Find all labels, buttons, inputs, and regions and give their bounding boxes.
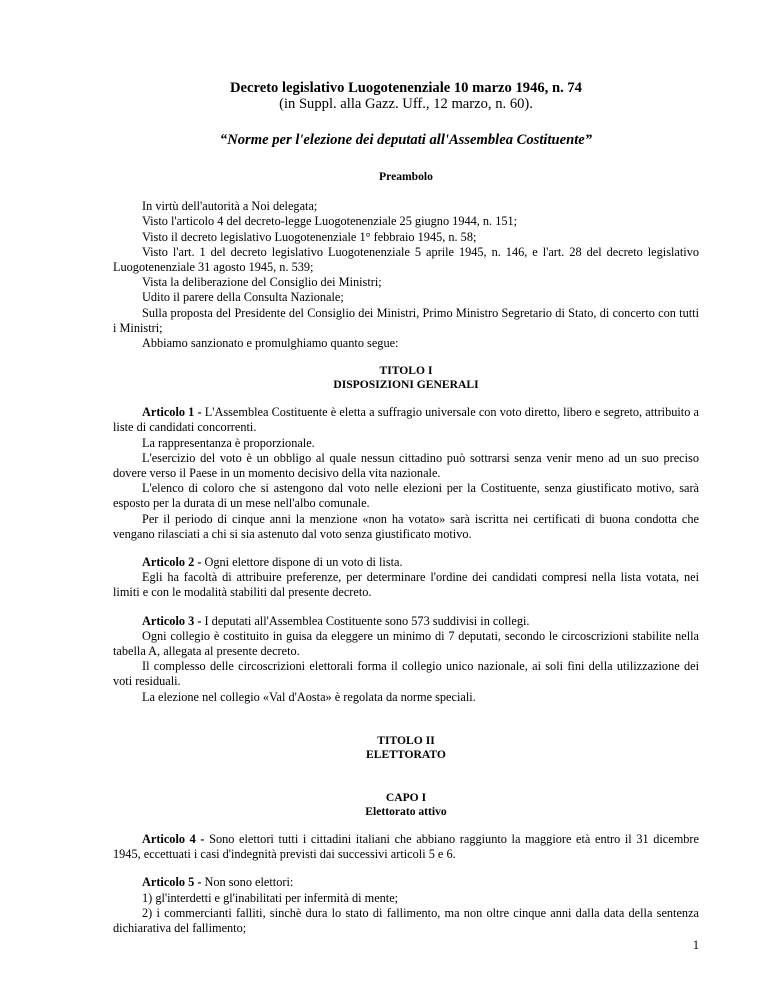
- article-label: Articolo 4 -: [142, 831, 205, 846]
- preambolo-line: Udito il parere della Consulta Nazionale;: [142, 290, 344, 305]
- article-text: Sono elettori tutti i cittadini italiani che abbiano raggiunto la maggiore età entro il 31 dicembre 1945, eccettuati i casi d'indegnità previsti dai successivi articoli 5 e 6.: [113, 831, 699, 862]
- article-3-paragraph: Il complesso delle circoscrizioni elettorali forma il collegio unico nazionale, ai soli fini della utilizzazione dei voti residuali.: [113, 659, 699, 689]
- preambolo-line: Vista la deliberazione del Consiglio dei Ministri;: [142, 275, 382, 290]
- titolo2-number: TITOLO II: [377, 733, 435, 747]
- article-4: [113, 832, 699, 862]
- article-text: L'Assemblea Costituente è eletta a suffragio universale con voto diretto, libero e segreto, attribuito a liste di candidati concorrenti.: [113, 405, 699, 435]
- article-1-paragraph: Per il periodo di cinque anni la menzione «non ha votato» sarà iscritta nei certificati di buona condotta che vengano rilasciati a chi si sia astenuto dal voto senza giustificato motivo.: [113, 511, 699, 541]
- article-3-paragraph: Ogni collegio è costituito in guisa da eleggere un minimo di 7 deputati, secondo le circoscrizioni stabilite nella tabella A, allegata al presente decreto.: [113, 628, 699, 659]
- article-1-paragraph: L'elenco di coloro che si astengono dal voto nelle elezioni per la Costituente, senza giustificato motivo, sarà esposto per la durata di un mese nell'albo comunale.: [113, 481, 699, 511]
- article-1: [113, 405, 699, 435]
- article-label: Articolo 1 -: [142, 405, 202, 420]
- titolo1-number: TITOLO I: [379, 364, 433, 378]
- article-label: Articolo 3 -: [142, 613, 202, 628]
- titolo1-name: DISPOSIZIONI GENERALI: [333, 378, 479, 392]
- preambolo-line: Abbiamo sanzionato e promulghiamo quanto segue:: [142, 336, 399, 351]
- preambolo-line: Visto l'articolo 4 del decreto-legge Luogotenenziale 25 giugno 1944, n. 151;: [142, 214, 518, 229]
- article-2: [113, 555, 699, 570]
- article-3: [113, 614, 699, 629]
- page-number: 1: [692, 938, 699, 952]
- article-2-paragraph: Egli ha facoltà di attribuire preferenze, per determinare l'ordine dei candidati compresi nella lista votata, nei limiti e con le modalità stabiliti dal presente decreto.: [113, 570, 699, 600]
- document-page: [113, 80, 699, 936]
- preambolo-line: Visto il decreto legislativo Luogotenenziale 1° febbraio 1945, n. 58;: [142, 229, 477, 244]
- article-1-paragraph: La rappresentanza è proporzionale.: [142, 435, 315, 450]
- article-5-item: 2) i commercianti falliti, sinchè dura lo stato di fallimento, ma non oltre cinque anni dalla data della sentenza dichiarativa del fallimento;: [113, 905, 699, 935]
- article-3-paragraph: La elezione nel collegio «Val d'Aosta» è regolata da norme speciali.: [142, 689, 476, 704]
- article-text: Non sono elettori:: [201, 875, 294, 890]
- article-1-paragraph: L'esercizio del voto è un obbligo al quale nessun cittadino può sottrarsi senza venir meno ad un suo preciso dovere verso il Paese in un momento decisivo della vita nazionale.: [113, 450, 699, 481]
- article-text: I deputati all'Assemblea Costituente sono 573 suddivisi in collegi.: [201, 613, 530, 628]
- capo1-number: CAPO I: [385, 790, 427, 804]
- preambolo-line: Visto l'art. 1 del decreto legislativo Luogotenenziale 5 aprile 1945, n. 146, e l'art. 28 del decreto legislativo Luogotenenziale 31 agosto 1945, n. 539;: [113, 244, 699, 275]
- article-5-item: 1) gl'interdetti e gl'inabilitati per infermità di mente;: [142, 890, 399, 905]
- article-label: Articolo 2 -: [142, 555, 202, 570]
- preambolo-line: In virtù dell'autorità a Noi delegata;: [142, 199, 318, 214]
- decree-norme: “Norme per l'elezione dei deputati all'Assemblea Costituente”: [219, 132, 593, 148]
- preambolo-heading: Preambolo: [379, 170, 433, 184]
- article-label: Articolo 5 -: [142, 875, 202, 890]
- decree-title: Decreto legislativo Luogotenenziale 10 marzo 1946, n. 74: [230, 80, 582, 96]
- article-text: Ogni elettore dispone di un voto di lista.: [201, 555, 403, 570]
- titolo2-name: ELETTORATO: [366, 747, 446, 761]
- decree-subtitle: (in Suppl. alla Gazz. Uff., 12 marzo, n. 60).: [279, 96, 533, 112]
- capo1-name: Elettorato attivo: [365, 804, 447, 818]
- preambolo-line: Sulla proposta del Presidente del Consiglio dei Ministri, Primo Ministro Segretario di Stato, di concerto con tutti i Ministri;: [113, 305, 699, 335]
- article-5: [113, 875, 699, 890]
